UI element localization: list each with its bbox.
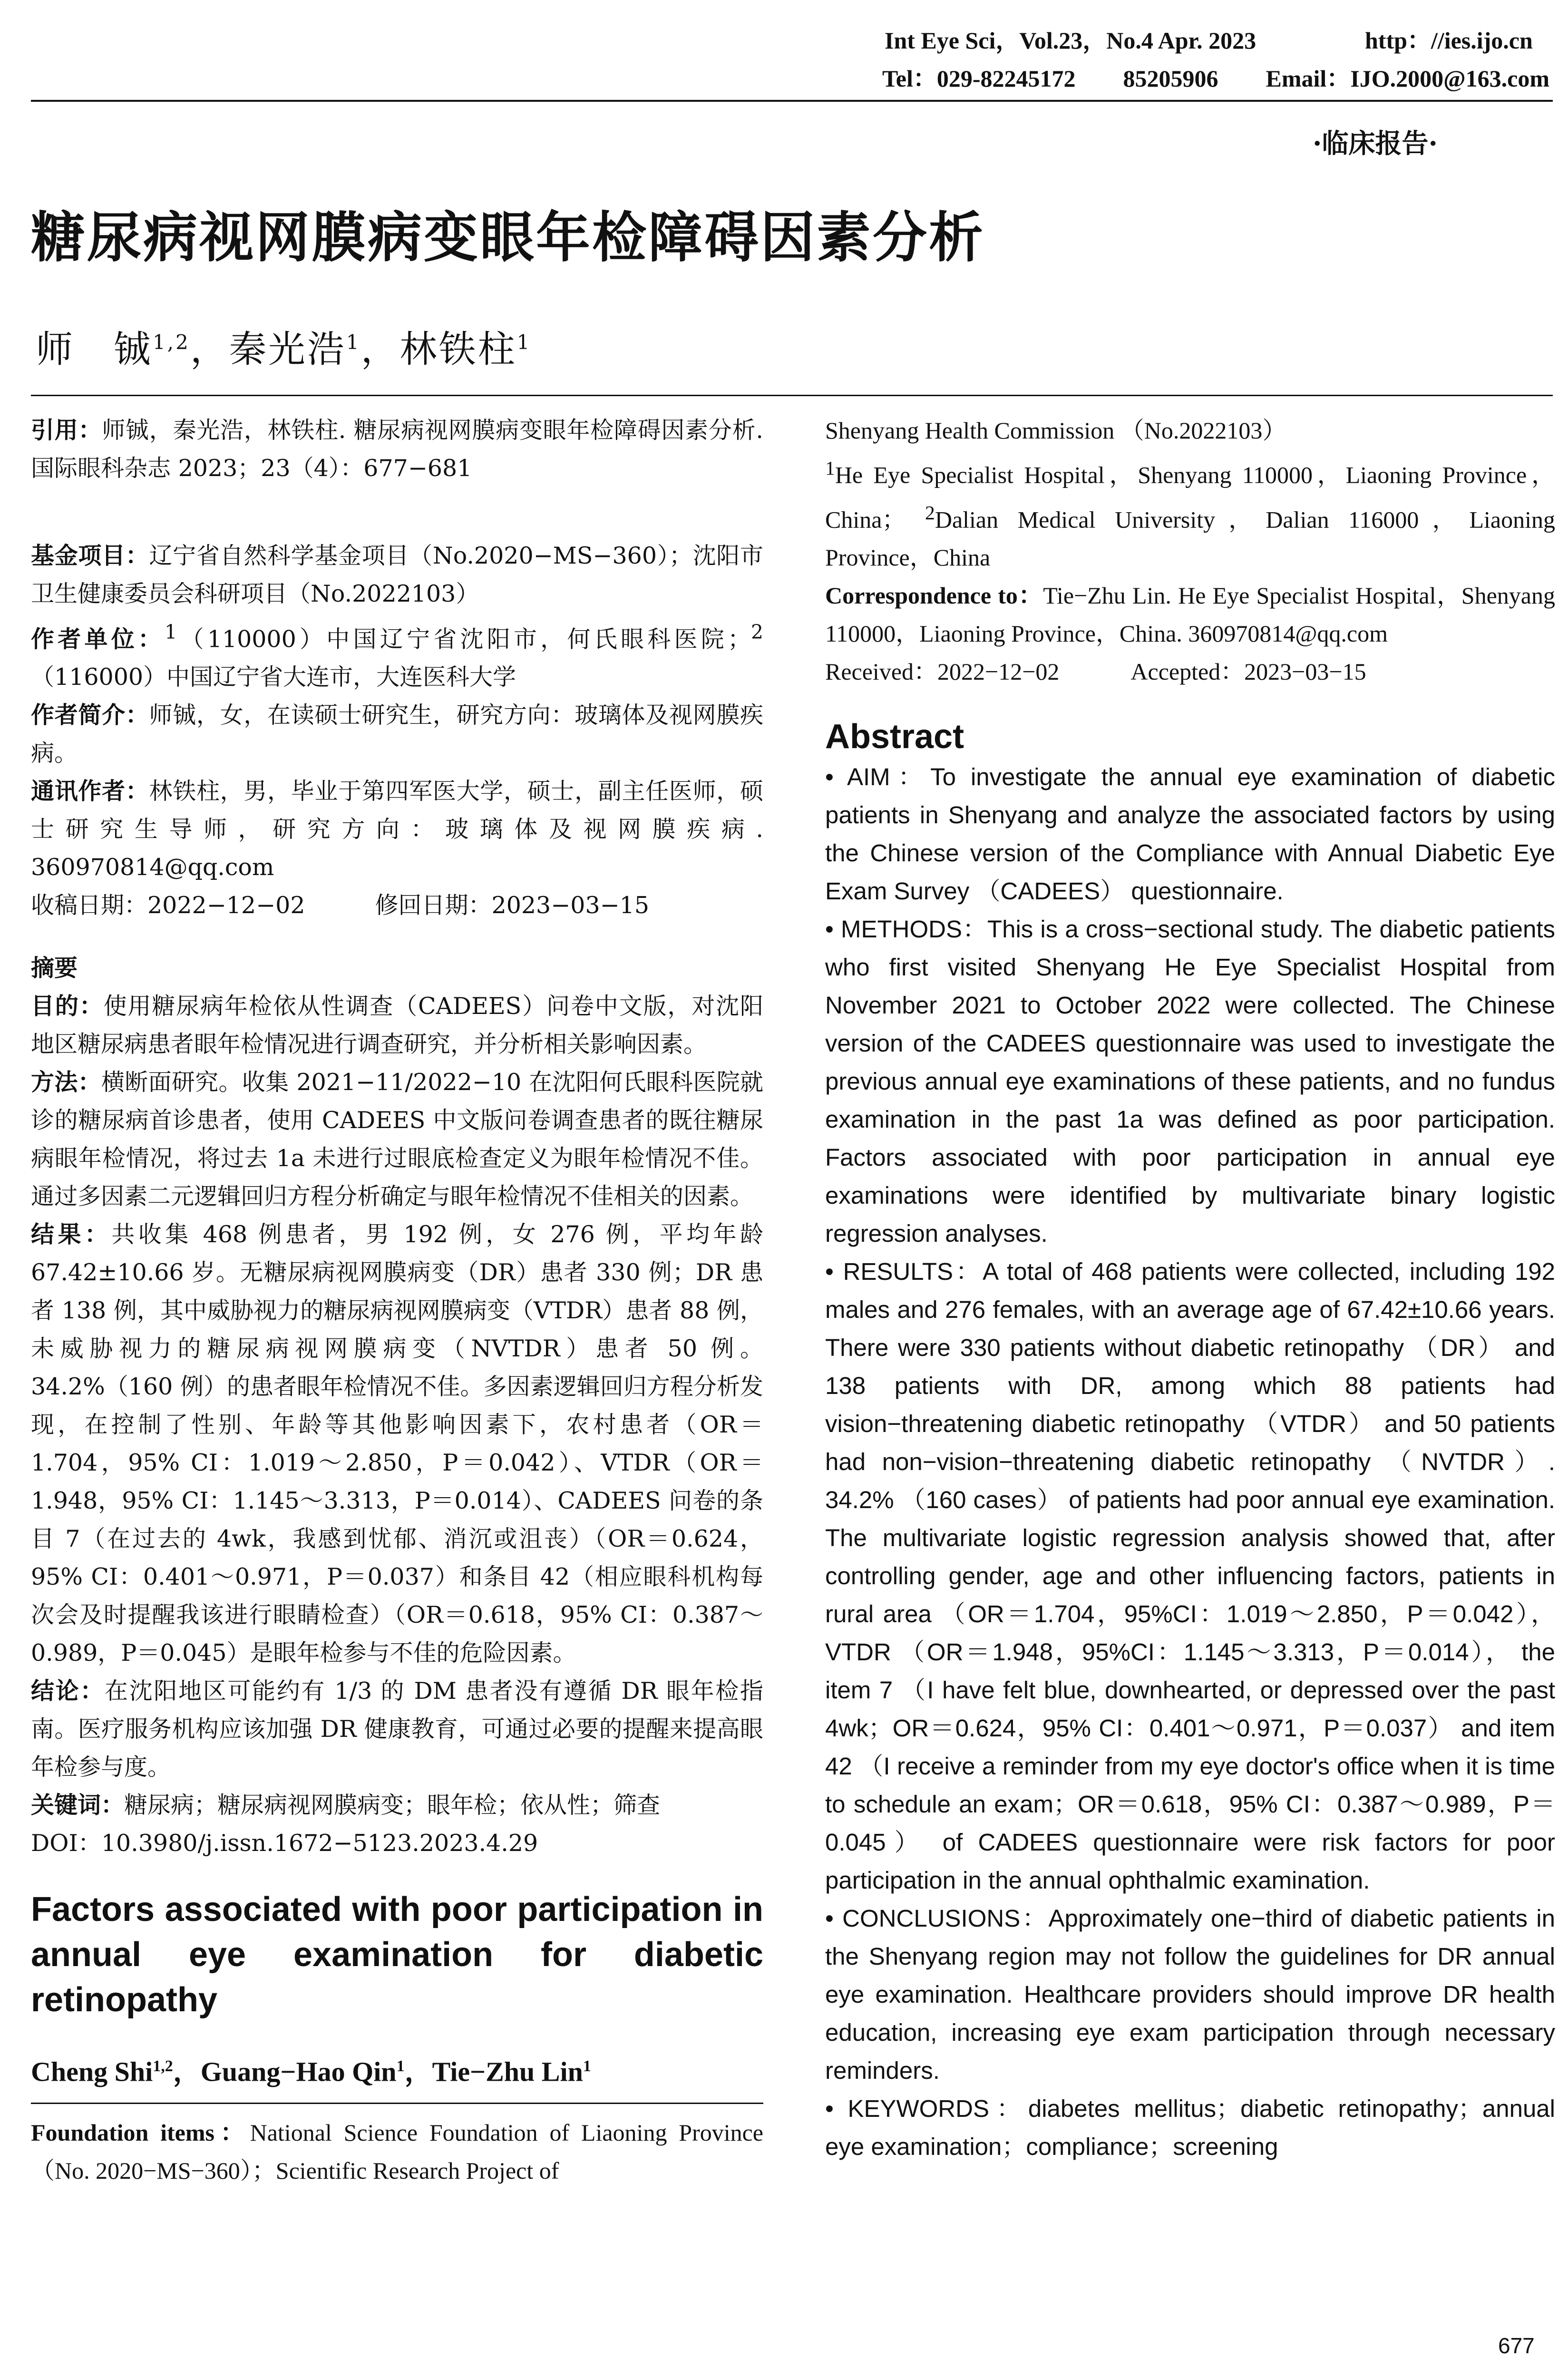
correspondence: Correspondence to：Tie−Zhu Lin. He Eye Specialist Hospital，Shenyang 110000，Liaoning Province，China. 360970814@qq.com bbox=[825, 582, 1555, 647]
citation: 引用：师铖，秦光浩，林铁柱. 糖尿病视网膜病变眼年检障碍因素分析. 国际眼科杂志 2023；23（4）：677−681 bbox=[31, 417, 763, 482]
methods-cn: 方法：横断面研究。收集 2021−11/2022−10 在沈阳何氏眼科医院就诊的糖尿病首诊患者，使用 CADEES 中文版问卷调查患者的既往糖尿病眼年检情况，将过去 1a 未进行过眼底检查定义为眼年检情况不佳。通过多因素二元逻辑回归方程分析确定与眼年检情况不佳相关的因素。 bbox=[31, 1069, 763, 1210]
journal-contact: Tel：029-82245172 85205906 Email：IJO.2000@163.com bbox=[882, 65, 1549, 92]
left-column bbox=[31, 411, 763, 2190]
aim-cn: 目的：使用糖尿病年检依从性调查（CADEES）问卷中文版，对沈阳地区糖尿病患者眼年检情况进行调查研究，并分析相关影响因素。 bbox=[31, 993, 763, 1058]
abstract-aim: • AIM：To investigate the annual eye examination of diabetic patients in Shenyang and analyze the associated factors by using the Chinese version of the Compliance with Annual Diabetic Eye Exam Survey （CADEES） questionnaire. bbox=[825, 763, 1555, 905]
affiliations: $^1$He Eye Specialist Hospital，Shenyang 110000，Liaoning Province，China； $^2$Dalian Medical University，Dalian 116000，Liaoning Province，China bbox=[825, 458, 1555, 571]
abstract-heading: Abstract bbox=[825, 718, 964, 756]
received-accepted: Received：2022−12−02 Accepted：2023−03−15 bbox=[825, 658, 1366, 685]
doi: DOI：10.3980/j.issn.1672−5123.2023.4.29 bbox=[31, 1830, 538, 1857]
abstract-heading-cn: 摘要 bbox=[31, 955, 78, 982]
right-column bbox=[825, 411, 1555, 2166]
fund-info: 基金项目：辽宁省自然科学基金项目（No.2020−MS−360）；沈阳市卫生健康委员会科研项目（No.2022103） bbox=[31, 542, 763, 607]
english-title: Factors associated with poor participation in annual eye examination for diabetic retinopathy bbox=[31, 1890, 763, 2019]
section-tag: ·临床报告· bbox=[1313, 128, 1438, 159]
page-title: 糖尿病视网膜病变眼年检障碍因素分析 bbox=[31, 206, 985, 269]
keywords-cn: 关键词：糖尿病；糖尿病视网膜病变；眼年检；依从性；筛查 bbox=[31, 1792, 661, 1819]
foundation-items-continued: Shenyang Health Commission （No.2022103） bbox=[825, 417, 1286, 444]
foundation-items: Foundation items：National Science Foundation of Liaoning Province （No. 2020−MS−360）；Scientific Research Project of bbox=[31, 2119, 763, 2184]
received-dates: 收稿日期：2022−12−02 修回日期：2023−03−15 bbox=[31, 892, 650, 919]
author-bio: 作者简介：师铖，女，在读硕士研究生，研究方向：玻璃体及视网膜疾病。 bbox=[31, 701, 763, 767]
journal-url: http：//ies.ijo.cn bbox=[1365, 27, 1533, 54]
journal-citation-header: Int Eye Sci，Vol.23，No.4 Apr. 2023 bbox=[885, 27, 1256, 54]
results-cn: 结果：共收集 468 例患者，男 192 例，女 276 例，平均年龄 67.42±10.66 岁。无糖尿病视网膜病变（DR）患者 330 例；DR 患者 138 例，其中威胁视力的糖尿病视网膜病变（VTDR）患者 88 例，未威胁视力的糖尿病视网膜病变（NVTDR）患者 50 例。34.2%（160 例）的患者眼年检情况不佳。多因素逻辑回归方程分析发现，在控制了性别、年龄等其他影响因素下，农村患者（OR＝1.704，95% CI：1.019～2.850，P＝0.042）、VTDR（OR＝1.948，95% CI：1.145～3.313，P＝0.014）、CADEES 问卷的条目 7（在过去的 4wk，我感到忧郁、消沉或沮丧）（OR＝0.624，95% CI：0.401～0.971，P＝0.037）和条目 42（相应眼科机构每次会及时提醒我该进行眼睛检查）（OR＝0.618，95% CI：0.387～0.989，P＝0.045）是眼年检参与不佳的危险因素。 bbox=[31, 1221, 763, 1667]
page-number: 677 bbox=[1498, 2333, 1535, 2358]
authors-cn: 师 铖$^{1,2}$，秦光浩$^1$，林铁柱$^1$ bbox=[36, 328, 532, 371]
abstract-methods: • METHODS：This is a cross−sectional study. The diabetic patients who first visited Shenyang He Eye Specialist Hospital from November 2021 to October 2022 were collected. The Chinese version of the CADEES questionnaire was used to investigate the previous annual eye examinations of these patients, and no fundus examination in the past 1a was defined as poor participation. Factors associated with poor participation in annual eye examinations were identified by multivariate binary logistic regression analyses. bbox=[825, 916, 1555, 1247]
title-rule bbox=[31, 395, 1553, 396]
author-units: 作者单位：$^1$（110000）中国辽宁省沈阳市，何氏眼科医院；$^2$（116000）中国辽宁省大连市，大连医科大学 bbox=[31, 621, 763, 691]
abstract-keywords: • KEYWORDS：diabetes mellitus；diabetic retinopathy；annual eye examination；compliance；screening bbox=[825, 2095, 1555, 2161]
english-authors: Cheng Shi$^{1,2}$，Guang−Hao Qin$^1$，Tie−Zhu Lin$^1$ bbox=[31, 2056, 591, 2087]
header-rule bbox=[31, 100, 1553, 102]
corresponding-author: 通讯作者：林铁柱，男，毕业于第四军医大学，硕士，副主任医师，硕士研究生导师，研究方向：玻璃体及视网膜疾病. 360970814@qq.com bbox=[31, 778, 763, 881]
abstract-results: • RESULTS：A total of 468 patients were collected, including 192 males and 276 females, with an average age of 67.42±10.66 years. There were 330 patients without diabetic retinopathy （DR） and 138 patients with DR, among which 88 patients had vision−threatening diabetic retinopathy （VTDR） and 50 patients had non−vision−threatening diabetic retinopathy （NVTDR）. 34.2% （160 cases） of patients had poor annual eye examination. The multivariate logistic regression analysis showed that, after controlling gender, age and other influencing factors, patients in rural area （OR＝1.704，95%CI：1.019～2.850，P＝0.042），VTDR （OR＝1.948，95%CI：1.145～3.313，P＝0.014）， the item 7 （I have felt blue, downhearted, or depressed over the past 4wk；OR＝0.624，95% CI：0.401～0.971，P＝0.037） and item 42 （I receive a reminder from my eye doctor's office when it is time to schedule an exam；OR＝0.618，95% CI：0.387～0.989，P＝0.045） of CADEES questionnaire were risk factors for poor participation in the annual ophthalmic examination. bbox=[825, 1258, 1555, 1894]
conclusion-cn: 结论：在沈阳地区可能约有 1/3 的 DM 患者没有遵循 DR 眼年检指南。医疗服务机构应该加强 DR 健康教育，可通过必要的提醒来提高眼年检参与度。 bbox=[31, 1677, 763, 1781]
abstract-conclusions: • CONCLUSIONS：Approximately one−third of diabetic patients in the Shenyang region may not follow the guidelines for DR annual eye examination. Healthcare providers should improve DR health education, increasing eye exam participation through necessary reminders. bbox=[825, 1905, 1555, 2085]
